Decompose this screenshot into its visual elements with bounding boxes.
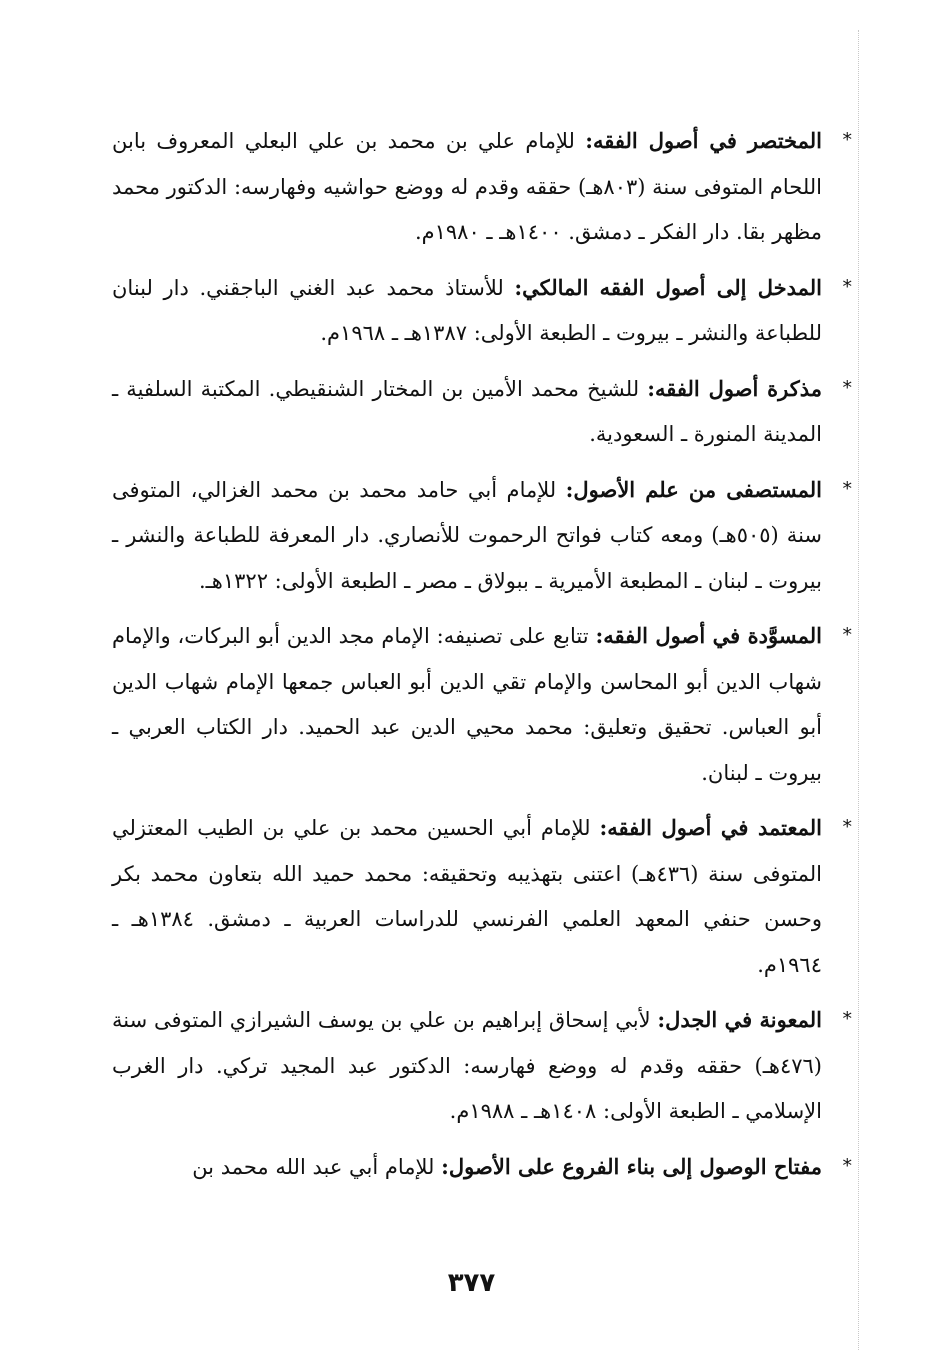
entry-text: تتابع على تصنيفه: الإمام مجد الدين أبو البركات، والإمام شهاب الدين أبو المحاسن والإمام تقي الدين أبو العباس جمعها الإمام شهاب الدين أبو العباس. تحقيق وتعليق: محمد محيي الدين عبد الحميد. دار الكتاب العربي ـ بيروت ـ لبنان. [112, 624, 822, 785]
entry-text: للأستاذ محمد عبد الغني الباجقني. دار لبنان للطباعة والنشر ـ بيروت ـ الطبعة الأولى: ١٣٨٧هـ ـ ١٩٦٨م. [112, 275, 822, 345]
asterisk-bullet-icon: * [842, 275, 852, 298]
bibliography-entry [112, 1144, 850, 1191]
entry-title: المستصفى من علم الأصول: [565, 476, 822, 502]
entry-text: للإمام أبي الحسين محمد بن علي بن الطيب المعتزلي المتوفى سنة (٤٣٦هـ) اعتنى بتهذيبه وتحقيقه: محمد حميد الله بتعاون محمد بكر وحسن حنفي المعهد العلمي الفرنسي للدراسات العربية ـ دمشق. ١٣٨٤هـ ـ ١٩٦٤م. [112, 816, 822, 977]
asterisk-bullet-icon: * [842, 129, 852, 151]
page-number: ٣٧٧ [447, 1268, 496, 1298]
entry-text: للإمام أبي عبد الله محمد بن [192, 1154, 435, 1179]
asterisk-bullet-icon: * [842, 1008, 852, 1030]
asterisk-bullet-icon: * [842, 477, 852, 500]
bibliography-entry [112, 805, 850, 988]
entry-text: للشيخ محمد الأمين بن المختار الشنقيطي. المكتبة السلفية ـ المدينة المنورة ـ السعودية. [112, 376, 822, 446]
entry-title: المسوَّدة في أصول الفقه: [595, 623, 822, 648]
bibliography-entry [112, 613, 850, 796]
entry-title: المختصر في أصول الفقه: [585, 128, 822, 153]
bibliography-entry [112, 265, 850, 357]
entry-title: مذكرة أصول الفقه: [647, 375, 822, 401]
asterisk-bullet-icon: * [842, 624, 852, 646]
asterisk-bullet-icon: * [842, 1154, 852, 1177]
bibliography-entry [112, 366, 850, 458]
bibliography-entry [112, 467, 850, 605]
entry-title: المعتمد في أصول الفقه: [599, 815, 822, 840]
asterisk-bullet-icon: * [842, 376, 852, 399]
bibliography-list [112, 118, 850, 1190]
asterisk-bullet-icon: * [842, 816, 852, 838]
entry-title: المدخل إلى أصول الفقه المالكي: [514, 274, 822, 300]
entry-title: المعونة في الجدل: [657, 1007, 822, 1032]
entry-title: مفتاح الوصول إلى بناء الفروع على الأصول: [441, 1153, 822, 1179]
bibliography-entry [112, 997, 850, 1135]
entry-text: للإمام علي بن محمد بن علي البعلي المعروف بابن اللحام المتوفى سنة (٨٠٣هـ) حققه وقدم له ووضع حواشيه وفهارسه: الدكتور محمد مظهر بقا. دار الفكر ـ دمشق. ١٤٠٠هـ ـ ١٩٨٠م. [112, 129, 822, 244]
margin-rule [858, 30, 859, 1350]
entry-text: للإمام أبي حامد محمد بن محمد الغزالي، المتوفى سنة (٥٠٥هـ) ومعه كتاب فواتح الرحموت للأنصاري. دار المعرفة للطباعة والنشر ـ بيروت ـ لبنان ـ المطبعة الأميرية ـ ببولاق ـ مصر ـ الطبعة الأولى: ١٣٢٢هـ. [112, 477, 822, 593]
bibliography-entry [112, 118, 850, 256]
entry-text: لأبي إسحاق إبراهيم بن علي بن يوسف الشيرازي المتوفى سنة (٤٧٦هـ) حققه وقدم له ووضع فهارسه: الدكتور عبد المجيد تركي. دار الغرب الإسلامي ـ الطبعة الأولى: ١٤٠٨هـ ـ ١٩٨٨م. [112, 1008, 822, 1123]
